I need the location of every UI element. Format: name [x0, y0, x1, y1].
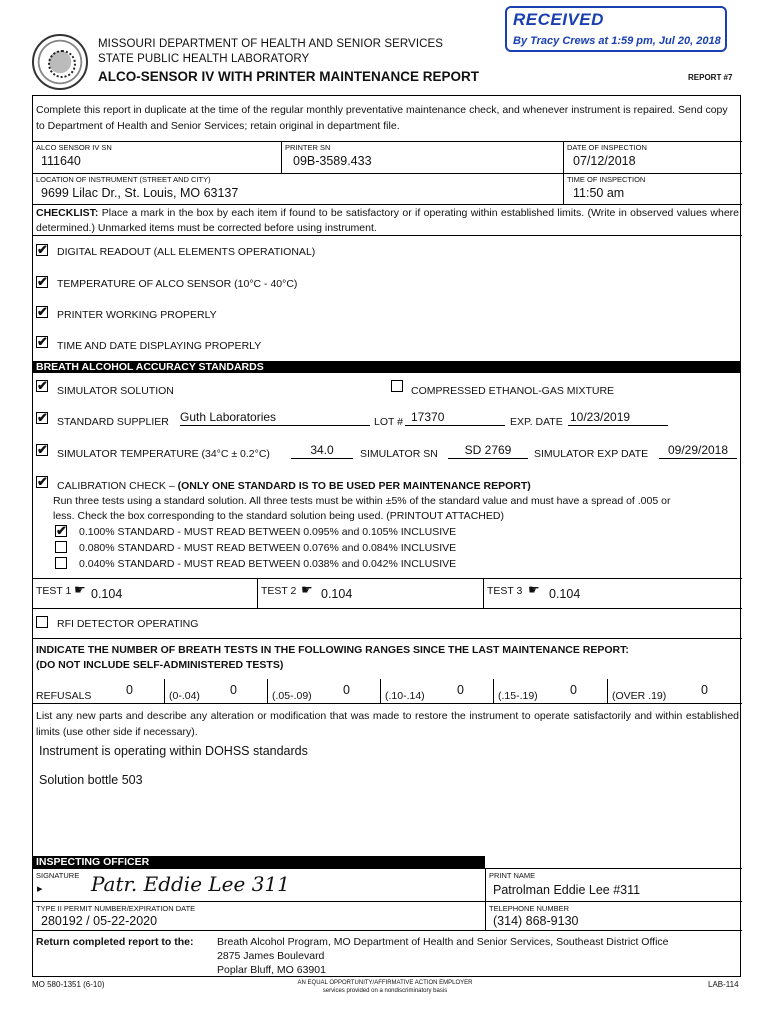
print-name-label: PRINT NAME: [489, 871, 536, 880]
checklist-heading: CHECKLIST:: [36, 207, 99, 219]
calibration-heading: [57, 479, 531, 494]
return-label: Return completed report to the:: [36, 936, 194, 948]
supplier-field[interactable]: Guth Laboratories: [180, 410, 370, 426]
test1-value[interactable]: 0.104: [91, 587, 123, 601]
supplier-label: STANDARD SUPPLIER: [57, 416, 169, 428]
simulator-solution-label: SIMULATOR SOLUTION: [57, 385, 174, 397]
test2-label: TEST 2: [261, 585, 297, 597]
lot-label: LOT #: [374, 416, 403, 428]
simexp-label: SIMULATOR EXP DATE: [534, 448, 649, 460]
rfi-label: RFI DETECTOR OPERATING: [57, 618, 199, 630]
simexp-field[interactable]: 09/29/2018: [659, 443, 737, 459]
date-label: DATE OF INSPECTION: [567, 143, 647, 152]
sn-field[interactable]: 111640: [41, 154, 81, 168]
range-value-10-14[interactable]: 0: [457, 683, 464, 697]
checkbox-rfi[interactable]: [36, 616, 48, 628]
received-stamp-by: By Tracy Crews at 1:59 pm, Jul 20, 2018: [513, 35, 721, 47]
checkbox-time-date[interactable]: ✔: [37, 334, 48, 349]
range-value-05-09[interactable]: 0: [343, 683, 350, 697]
print-name-field[interactable]: Patrolman Eddie Lee #311: [493, 883, 641, 897]
phone-label: TELEPHONE NUMBER: [489, 904, 570, 913]
eeo-line2: services provided on a nondiscriminatory basis: [322, 988, 448, 994]
printer-label: PRINTER SN: [285, 143, 331, 152]
checklist-item-printer: PRINTER WORKING PROPERLY: [57, 309, 217, 321]
parts-line1[interactable]: Instrument is operating within DOHSS standards: [39, 744, 308, 758]
parts-line2[interactable]: Solution bottle 503: [39, 773, 143, 787]
pointer-icon: ☛: [301, 582, 313, 597]
parts-prompt: List any new parts and describe any alteration or modification that was made to restore the instrument to operate satisfactorily and within established limits (use other side if necessary).: [36, 710, 739, 738]
range-value-15-19[interactable]: 0: [570, 683, 577, 697]
time-field[interactable]: 11:50 am: [573, 186, 625, 200]
test1-label: TEST 1: [36, 585, 72, 597]
test3-value[interactable]: 0.104: [549, 587, 581, 601]
range-label-10-14: (.10-.14): [385, 690, 425, 702]
arrow-icon: ▸: [37, 883, 43, 895]
lab-code: LAB-114: [708, 980, 739, 989]
test2-value[interactable]: 0.104: [321, 587, 353, 601]
permit-field[interactable]: 280192 / 05-22-2020: [41, 914, 158, 928]
return-line1: Breath Alcohol Program, MO Department of Health and Senior Services, Southeast District Office: [217, 936, 669, 948]
checkbox-std-080[interactable]: [55, 541, 67, 553]
simsn-field[interactable]: SD 2769: [448, 443, 528, 459]
ranges-heading1: INDICATE THE NUMBER OF BREATH TESTS IN THE FOLLOWING RANGES SINCE THE LAST MAINTENANCE REPORT:: [36, 644, 629, 656]
test3-label: TEST 3: [487, 585, 523, 597]
exp-label: EXP. DATE: [510, 416, 563, 428]
pointer-icon: ☛: [528, 582, 540, 597]
range-label-over-19: (OVER .19): [612, 690, 667, 702]
checkbox-std-040[interactable]: [55, 557, 67, 569]
range-label-refusals: REFUSALS: [36, 690, 92, 702]
report-number: REPORT #7: [688, 73, 733, 82]
range-value-refusals[interactable]: 0: [126, 683, 133, 697]
range-label-15-19: (.15-.19): [498, 690, 538, 702]
dept-name: MISSOURI DEPARTMENT OF HEALTH AND SENIOR SERVICES: [98, 38, 444, 50]
range-label-05-09: (.05-.09): [272, 690, 312, 702]
received-stamp: [505, 6, 727, 52]
standards-heading: BREATH ALCOHOL ACCURACY STANDARDS: [33, 361, 740, 373]
sn-label: ALCO SENSOR IV SN: [36, 143, 112, 152]
calibration-heading-b: (ONLY ONE STANDARD IS TO BE USED PER MAINTENANCE REPORT): [177, 480, 531, 492]
pointer-icon: ☛: [74, 582, 86, 597]
std-option-080: 0.080% STANDARD - MUST READ BETWEEN 0.076% and 0.084% INCLUSIVE: [79, 542, 457, 554]
range-label-0-04: (0-.04): [169, 690, 200, 702]
checkbox-printer[interactable]: ✔: [37, 304, 48, 319]
intro-text: Complete this report in duplicate at the time of the regular monthly preventative maintenance check, and whenever instrument is repaired. Send copy to Department of Health and Senior Services; retain original in department file.: [36, 104, 728, 132]
calibration-heading-a: CALIBRATION CHECK –: [57, 480, 178, 492]
range-value-over-19[interactable]: 0: [701, 683, 708, 697]
checkbox-digital-readout[interactable]: ✔: [37, 242, 48, 257]
checkbox-compressed-gas[interactable]: [391, 380, 403, 392]
ranges-heading2: (DO NOT INCLUDE SELF-ADMINISTERED TESTS): [36, 659, 284, 671]
checkbox-simulator-temperature[interactable]: ✔: [37, 442, 48, 457]
checkbox-standard-supplier[interactable]: ✔: [37, 410, 48, 425]
permit-label: TYPE II PERMIT NUMBER/EXPIRATION DATE: [36, 904, 196, 913]
officer-heading: INSPECTING OFFICER: [33, 856, 485, 868]
return-line2: 2875 James Boulevard: [217, 950, 325, 962]
temp-field[interactable]: 34.0: [291, 443, 353, 459]
checklist-item-digital-readout: DIGITAL READOUT (ALL ELEMENTS OPERATIONAL): [57, 246, 316, 258]
state-seal-icon: [32, 34, 88, 90]
temp-label: SIMULATOR TEMPERATURE (34°C ± 0.2°C): [57, 448, 270, 460]
simsn-label: SIMULATOR SN: [360, 448, 438, 460]
checklist-intro-text: Place a mark in the box by each item if found to be satisfactory or if operating within established limits. (Write in observed values where determined.) Unmarked items must be corrected before using instrument.: [36, 207, 739, 234]
compressed-gas-label: COMPRESSED ETHANOL-GAS MIXTURE: [411, 385, 615, 397]
location-field[interactable]: 9699 Lilac Dr., St. Louis, MO 63137: [41, 186, 239, 200]
signature-field[interactable]: Patr. Eddie Lee 311: [91, 872, 290, 896]
return-line3: Poplar Bluff, MO 63901: [217, 964, 326, 976]
eeo-line1: AN EQUAL OPPORTUNITY/AFFIRMATIVE ACTION EMPLOYER: [297, 980, 473, 986]
lab-name: STATE PUBLIC HEALTH LABORATORY: [98, 53, 310, 65]
calibration-line2: less. Check the box corresponding to the standard solution being used. (PRINTOUT ATTACHED): [53, 510, 504, 522]
checklist-item-temperature: TEMPERATURE OF ALCO SENSOR (10°C - 40°C): [57, 278, 298, 290]
received-stamp-word: RECEIVED: [513, 10, 604, 29]
checkbox-std-100[interactable]: ✔: [56, 523, 67, 538]
lot-field[interactable]: 17370: [405, 410, 505, 426]
report-form: [32, 95, 741, 977]
checkbox-calibration[interactable]: ✔: [37, 474, 48, 489]
std-option-100: 0.100% STANDARD - MUST READ BETWEEN 0.095% and 0.105% INCLUSIVE: [79, 526, 457, 538]
signature-label: SIGNATURE: [36, 871, 80, 880]
page-title: ALCO-SENSOR IV WITH PRINTER MAINTENANCE REPORT: [98, 69, 480, 84]
checklist-item-time-date: TIME AND DATE DISPLAYING PROPERLY: [57, 340, 262, 352]
range-value-0-04[interactable]: 0: [230, 683, 237, 697]
location-label: LOCATION OF INSTRUMENT (STREET AND CITY): [36, 175, 211, 184]
form-number: MO 580-1351 (6-10): [32, 980, 105, 989]
checklist-intro: [36, 206, 739, 236]
phone-field[interactable]: (314) 868-9130: [493, 914, 579, 928]
calibration-line1: Run three tests using a standard solution. All three tests must be within ±5% of the standard value and must have a spread of .005 or: [53, 495, 671, 507]
std-option-040: 0.040% STANDARD - MUST READ BETWEEN 0.038% and 0.042% INCLUSIVE: [79, 558, 457, 570]
exp-field[interactable]: 10/23/2019: [568, 410, 668, 426]
date-field[interactable]: 07/12/2018: [573, 154, 636, 168]
checkbox-temperature[interactable]: ✔: [37, 274, 48, 289]
time-label: TIME OF INSPECTION: [567, 175, 646, 184]
checkbox-simulator-solution[interactable]: ✔: [37, 378, 48, 393]
printer-field[interactable]: 09B-3589.433: [293, 154, 372, 168]
